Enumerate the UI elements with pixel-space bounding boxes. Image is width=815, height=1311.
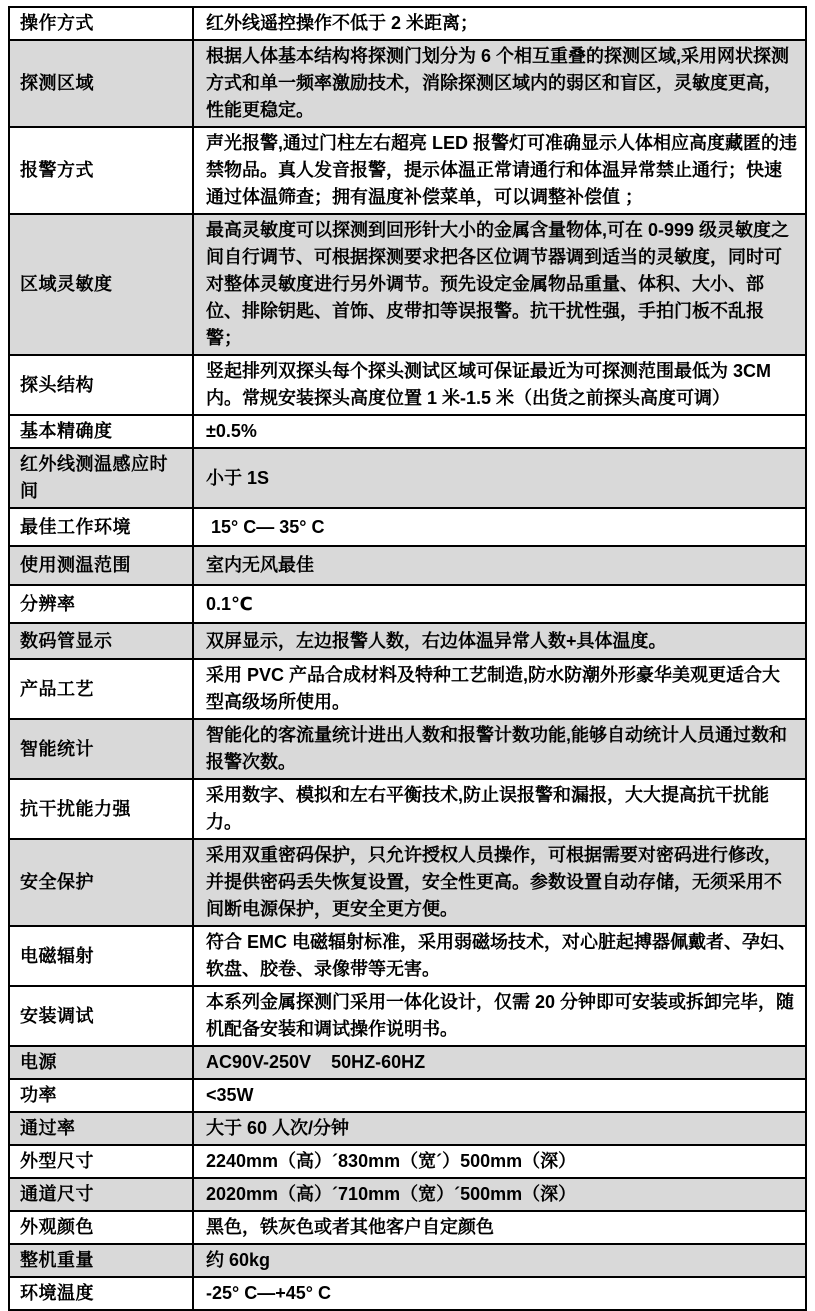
spec-label: 整机重量 xyxy=(9,1244,193,1277)
spec-value: AC90V-250V 50HZ-60HZ xyxy=(193,1046,806,1079)
table-row xyxy=(9,1277,806,1310)
spec-label: 通道尺寸 xyxy=(9,1178,193,1211)
spec-value: 15° C— 35° C xyxy=(193,508,806,546)
spec-label: 探测区域 xyxy=(9,40,193,127)
table-row xyxy=(9,355,806,415)
spec-value: 室内无风最佳 xyxy=(193,546,806,585)
table-row xyxy=(9,7,806,40)
table-row xyxy=(9,1079,806,1112)
spec-label: 红外线测温感应时间 xyxy=(9,448,193,508)
table-row xyxy=(9,1145,806,1178)
spec-label: 区域灵敏度 xyxy=(9,214,193,355)
spec-value: 采用 PVC 产品合成材料及特种工艺制造,防水防潮外形豪华美观更适合大型高级场所使用。 xyxy=(193,659,806,719)
spec-value: 小于 1S xyxy=(193,448,806,508)
table-row xyxy=(9,779,806,839)
spec-value: 约 60kg xyxy=(193,1244,806,1277)
spec-label: 报警方式 xyxy=(9,127,193,214)
spec-label: 电磁辐射 xyxy=(9,926,193,986)
spec-value: 最高灵敏度可以探测到回形针大小的金属含量物体,可在 0-999 级灵敏度之间自行调节、可根据探测要求把各区位调节器调到适当的灵敏度，同时可对整体灵敏度进行另外调节。预先设定金属物品重量、体积、大小、部位、排除钥匙、首饰、皮带扣等误报警。抗干扰性强，手拍门板不乱报警； xyxy=(193,214,806,355)
spec-label: 外观颜色 xyxy=(9,1211,193,1244)
spec-value: ±0.5% xyxy=(193,415,806,448)
spec-value: -25° C—+45° C xyxy=(193,1277,806,1310)
table-row xyxy=(9,1244,806,1277)
spec-label: 数码管显示 xyxy=(9,623,193,659)
table-row xyxy=(9,1046,806,1079)
spec-label: 电源 xyxy=(9,1046,193,1079)
table-row xyxy=(9,1178,806,1211)
spec-label: 抗干扰能力强 xyxy=(9,779,193,839)
table-row xyxy=(9,839,806,926)
spec-value: 2020mm（高）´710mm（宽）´500mm（深） xyxy=(193,1178,806,1211)
spec-label: 智能统计 xyxy=(9,719,193,779)
spec-value: 采用双重密码保护，只允许授权人员操作，可根据需要对密码进行修改，并提供密码丢失恢复设置，安全性更高。参数设置自动存储，无须采用不间断电源保护，更安全更方便。 xyxy=(193,839,806,926)
spec-value: 大于 60 人次/分钟 xyxy=(193,1112,806,1145)
table-row xyxy=(9,214,806,355)
table-row xyxy=(9,40,806,127)
spec-value: 声光报警,通过门柱左右超亮 LED 报警灯可准确显示人体相应高度藏匿的违禁物品。真人发音报警，提示体温正常请通行和体温异常禁止通行；快速通过体温筛查；拥有温度补偿菜单，可以调整补偿值 ； xyxy=(193,127,806,214)
spec-value: 双屏显示，左边报警人数，右边体温异常人数+具体温度。 xyxy=(193,623,806,659)
spec-label: 分辨率 xyxy=(9,585,193,623)
spec-label: 操作方式 xyxy=(9,7,193,40)
spec-label: 产品工艺 xyxy=(9,659,193,719)
spec-label: 探头结构 xyxy=(9,355,193,415)
table-row xyxy=(9,546,806,585)
spec-label: 最佳工作环境 xyxy=(9,508,193,546)
spec-value: 竖起排列双探头每个探头测试区域可保证最近为可探测范围最低为 3CM 内。常规安装探头高度位置 1 米-1.5 米（出货之前探头高度可调） xyxy=(193,355,806,415)
spec-table-body xyxy=(9,7,806,1310)
spec-value: 0.1℃ xyxy=(193,585,806,623)
spec-value: 智能化的客流量统计进出人数和报警计数功能,能够自动统计人员通过数和报警次数。 xyxy=(193,719,806,779)
spec-value: 红外线遥控操作不低于 2 米距离； xyxy=(193,7,806,40)
table-row xyxy=(9,415,806,448)
spec-value: 符合 EMC 电磁辐射标准，采用弱磁场技术，对心脏起搏器佩戴者、孕妇、软盘、胶卷、录像带等无害。 xyxy=(193,926,806,986)
table-row xyxy=(9,1211,806,1244)
table-row xyxy=(9,719,806,779)
spec-label: 功率 xyxy=(9,1079,193,1112)
spec-label: 环境温度 xyxy=(9,1277,193,1310)
table-row xyxy=(9,659,806,719)
spec-label: 使用测温范围 xyxy=(9,546,193,585)
table-row xyxy=(9,448,806,508)
spec-label: 通过率 xyxy=(9,1112,193,1145)
spec-table xyxy=(8,6,807,1311)
spec-label: 外型尺寸 xyxy=(9,1145,193,1178)
spec-value: 采用数字、模拟和左右平衡技术,防止误报警和漏报，大大提高抗干扰能力。 xyxy=(193,779,806,839)
spec-value: 本系列金属探测门采用一体化设计，仅需 20 分钟即可安装或拆卸完毕，随机配备安装和调试操作说明书。 xyxy=(193,986,806,1046)
table-row xyxy=(9,1112,806,1145)
spec-label: 安装调试 xyxy=(9,986,193,1046)
table-row xyxy=(9,623,806,659)
table-row xyxy=(9,127,806,214)
table-row xyxy=(9,508,806,546)
spec-value: <35W xyxy=(193,1079,806,1112)
spec-value: 黑色，铁灰色或者其他客户自定颜色 xyxy=(193,1211,806,1244)
table-row xyxy=(9,986,806,1046)
spec-value: 根据人体基本结构将探测门划分为 6 个相互重叠的探测区域,采用网状探测方式和单一频率激励技术，消除探测区域内的弱区和盲区，灵敏度更高，性能更稳定。 xyxy=(193,40,806,127)
spec-label: 安全保护 xyxy=(9,839,193,926)
table-row xyxy=(9,585,806,623)
spec-label: 基本精确度 xyxy=(9,415,193,448)
spec-value: 2240mm（高）´830mm（宽´）500mm（深） xyxy=(193,1145,806,1178)
table-row xyxy=(9,926,806,986)
